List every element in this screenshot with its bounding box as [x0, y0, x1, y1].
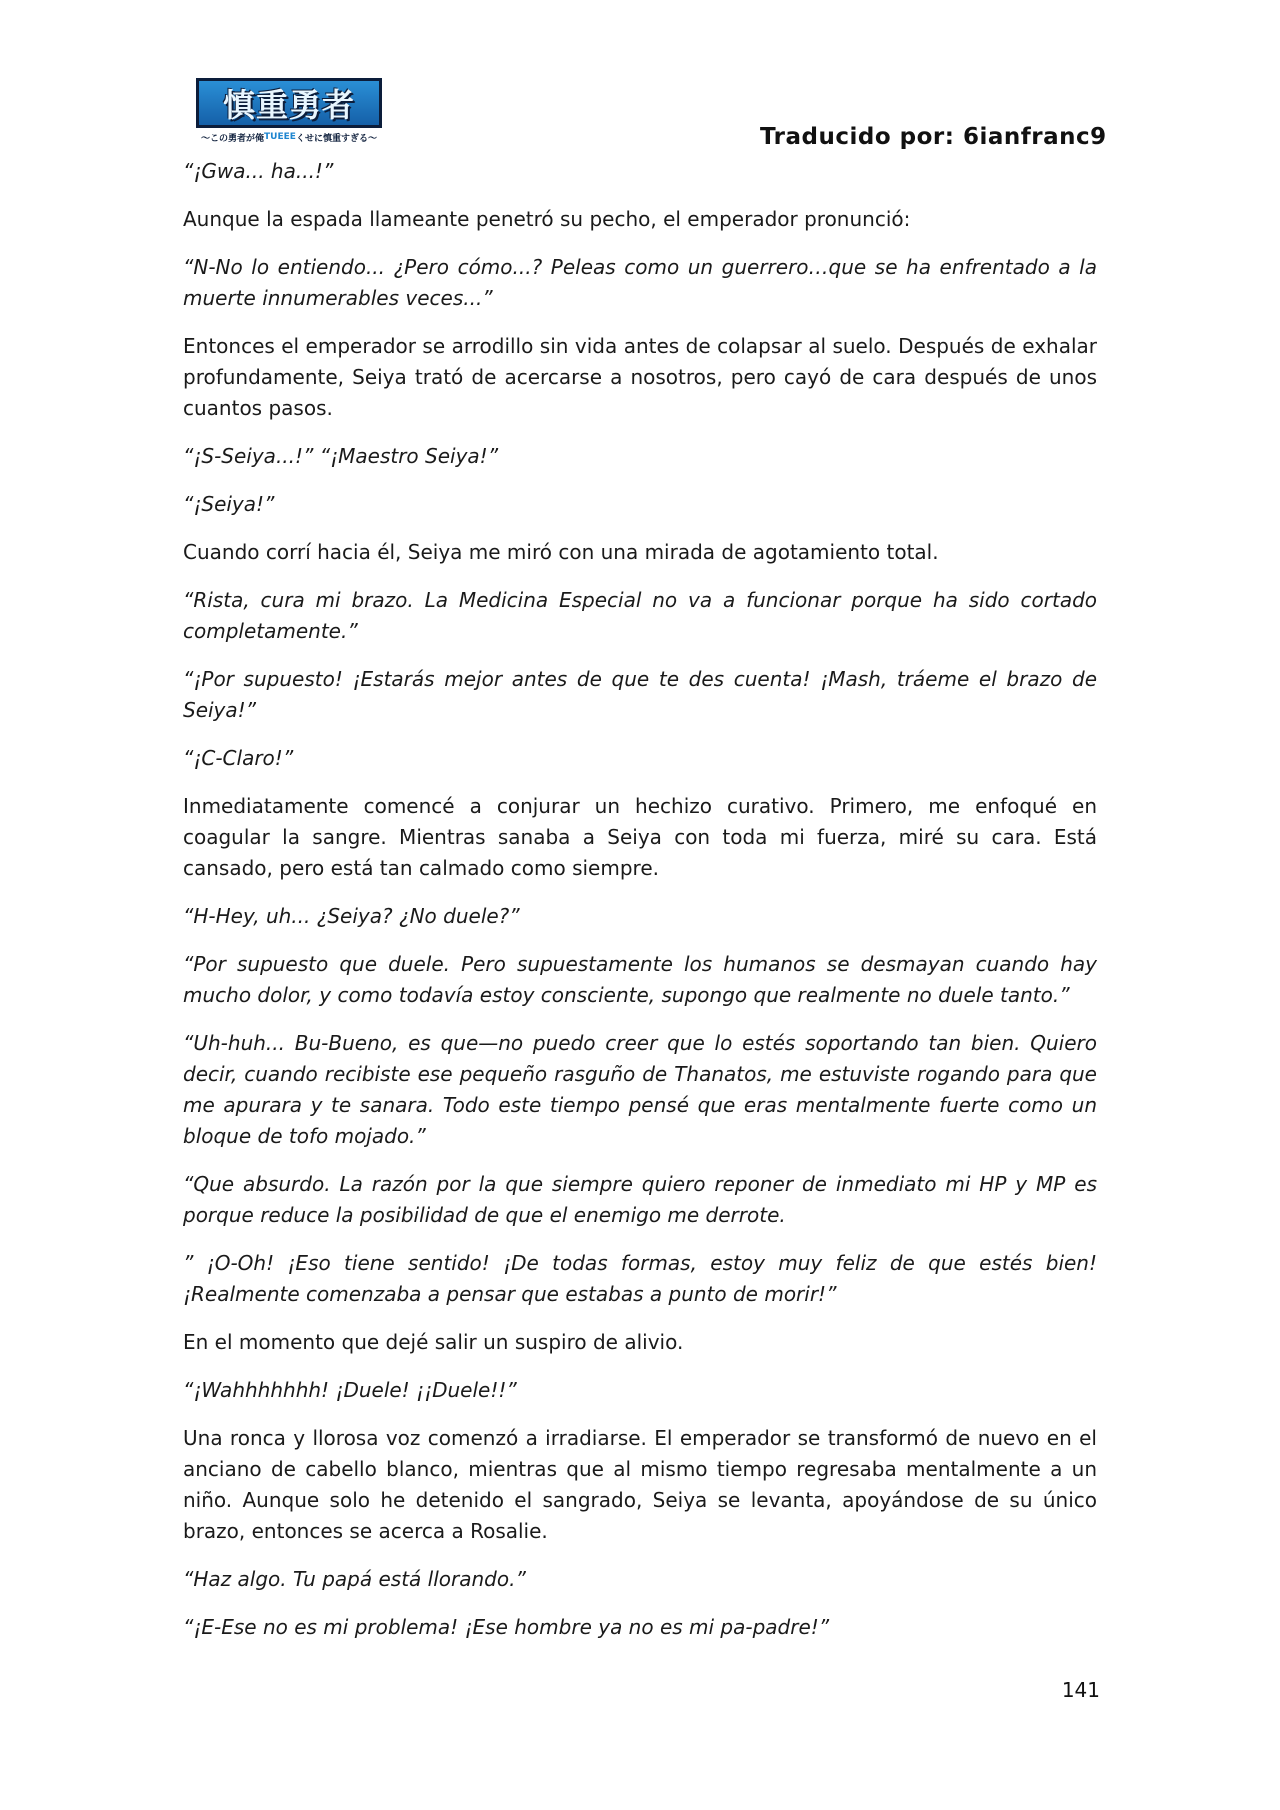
narration-paragraph: En el momento que dejé salir un suspiro de alivio.: [183, 1330, 684, 1354]
dialogue-paragraph: “Uh-huh... Bu-Bueno, es que—no puedo creer que lo estés soportando tan bien. Quiero decir, cuando recibiste ese pequeño rasguño de Thanatos, me estuviste rogando para que me apurara y te sanara. Todo este tiempo pensé que eras mentalmente fuerte como un bloque de tofo mojado.”: [183, 1031, 1097, 1148]
narration-paragraph: Una ronca y llorosa voz comenzó a irradiarse. El emperador se transformó de nuevo en el anciano de cabello blanco, mientras que al mismo tiempo regresaba mentalmente a un niño. Aunque solo he detenido el sangrado, Seiya se levanta, apoyándose de su único brazo, entonces se acerca a Rosalie.: [183, 1426, 1097, 1543]
dialogue-paragraph: “¡E-Ese no es mi problema! ¡Ese hombre ya no es mi pa-padre!”: [183, 1615, 830, 1639]
narration-paragraph: Aunque la espada llameante penetró su pecho, el emperador pronunció:: [183, 207, 911, 231]
dialogue-paragraph: “¡C-Claro!”: [183, 746, 294, 770]
narration-paragraph: Inmediatamente comencé a conjurar un hechizo curativo. Primero, me enfoqué en coagular la sangre. Mientras sanaba a Seiya con toda mi fuerza, miré su cara. Está cansado, pero está tan calmado como siempre.: [183, 794, 1097, 880]
dialogue-paragraph: “N-No lo entiendo... ¿Pero cómo...? Peleas como un guerrero…que se ha enfrentado a la muerte innumerables veces...”: [183, 255, 1097, 310]
dialogue-paragraph: “Haz algo. Tu papá está llorando.”: [183, 1567, 526, 1591]
dialogue-paragraph: ” ¡O-Oh! ¡Eso tiene sentido! ¡De todas formas, estoy muy feliz de que estés bien! ¡Realmente comenzaba a pensar que estabas a punto de morir!”: [183, 1251, 1097, 1306]
logo-title: 慎重勇者: [196, 78, 382, 128]
series-logo: [196, 78, 382, 144]
page-number: 141: [1061, 1678, 1100, 1702]
logo-subtitle-pre: 〜この勇者が俺: [201, 133, 265, 144]
logo-subtitle-post: くせに慎重すぎる〜: [295, 133, 377, 144]
narration-paragraph: Entonces el emperador se arrodillo sin vida antes de colapsar al suelo. Después de exhalar profundamente, Seiya trató de acercarse a nosotros, pero cayó de cara después de unos cuantos pasos.: [183, 334, 1097, 420]
translator-credit: Traducido por: 6ianfranc9: [760, 124, 1107, 150]
page-body: [183, 156, 1097, 1660]
narration-paragraph: Cuando corrí hacia él, Seiya me miró con una mirada de agotamiento total.: [183, 540, 939, 564]
logo-subtitle-brand: TUEEE: [264, 132, 296, 142]
logo-subtitle: [196, 130, 382, 144]
dialogue-paragraph: “¡Por supuesto! ¡Estarás mejor antes de que te des cuenta! ¡Mash, tráeme el brazo de Seiya!”: [183, 667, 1097, 722]
dialogue-paragraph: “¡Seiya!”: [183, 492, 275, 516]
dialogue-paragraph: “Por supuesto que duele. Pero supuestamente los humanos se desmayan cuando hay mucho dolor, y como todavía estoy consciente, supongo que realmente no duele tanto.”: [183, 952, 1097, 1007]
dialogue-paragraph: “Rista, cura mi brazo. La Medicina Especial no va a funcionar porque ha sido cortado completamente.”: [183, 588, 1097, 643]
dialogue-paragraph: “¡Gwa... ha...!”: [183, 159, 334, 183]
dialogue-paragraph: “¡S-Seiya...!” “¡Maestro Seiya!”: [183, 444, 499, 468]
dialogue-paragraph: “Que absurdo. La razón por la que siempre quiero reponer de inmediato mi HP y MP es porque reduce la posibilidad de que el enemigo me derrote.: [183, 1172, 1097, 1227]
dialogue-paragraph: “H-Hey, uh... ¿Seiya? ¿No duele?”: [183, 904, 520, 928]
dialogue-paragraph: “¡Wahhhhhhh! ¡Duele! ¡¡Duele!!”: [183, 1378, 517, 1402]
